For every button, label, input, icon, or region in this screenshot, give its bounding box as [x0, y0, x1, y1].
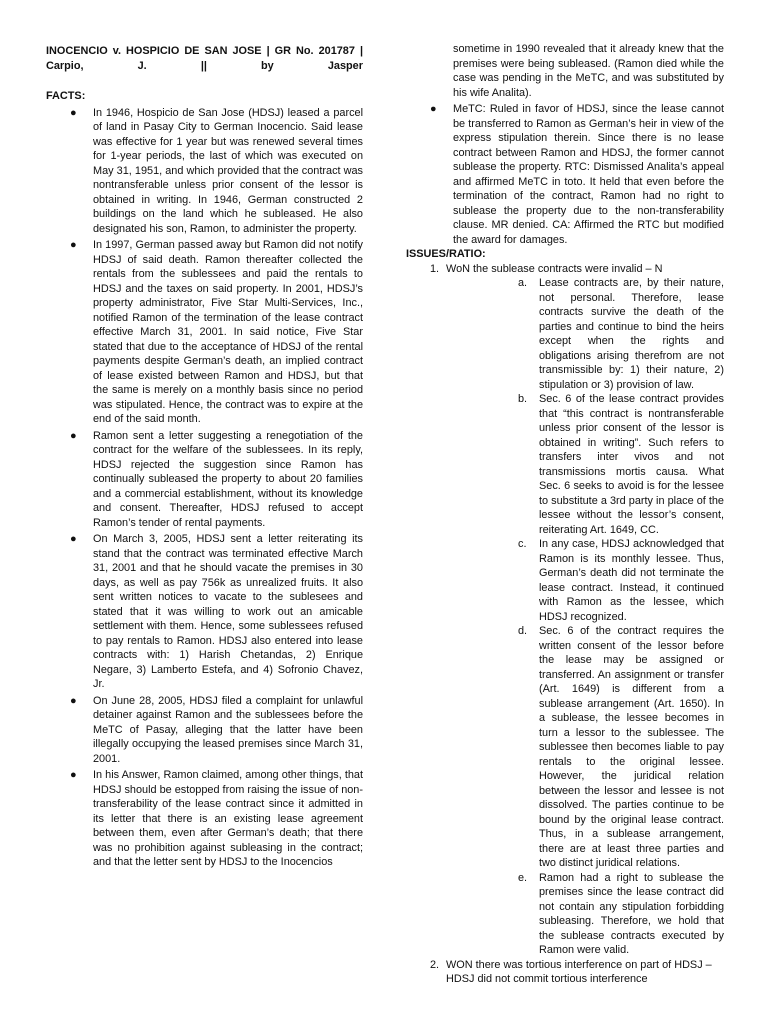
title-initial: J. — [137, 59, 147, 72]
ratio-list — [446, 276, 724, 958]
bullet-icon: ● — [430, 103, 437, 115]
ratio-item — [446, 276, 724, 392]
ratio-text: Lease contracts are, by their nature, not personal. Therefore, lease contracts survive the death of the parties and continue to bind the heirs except when the rights and obligations arising therefrom are not transmissible by: 1) their nature, 2) stipulation or 3) provision of law. — [539, 277, 724, 391]
issue-number: 2. — [430, 958, 440, 971]
fact-text: In his Answer, Ramon claimed, among other things, that HDSJ should be estopped from raising the issue of non-transferability of the lease contract since it admitted in its letter that there is an existing lease agreement between them, even after German’s death; that there was no prohibition against subleasing in the contract; and that the letter sent by HDSJ to the Inocencios — [93, 769, 363, 868]
fact-text: On June 28, 2005, HDSJ filed a complaint for unlawful detainer against Ramon and the sublessees before the MeTC of Pasay, alleging that the latter have been illegally occupying the leased premises since March 31, 2001. — [93, 694, 363, 765]
title-separator: || — [200, 59, 207, 72]
issue-text: WON there was tortious interference on part of HDSJ – HDSJ did not commit tortious interference — [446, 958, 712, 985]
fact-text: On March 3, 2005, HDSJ sent a letter reiterating its stand that the contract was terminated effective March 31, 2001 and that he should vacate the premises in 30 days, as well as pay 756k as unrealized fruits. It also sent written notices to vacate to the sublesees and stated that it was willing to work out an amicable settlement with them. Hence, some sublessees refused to pay rentals to Ramon. HDSJ also entered into lease contracts with: 1) Harish Chetandas, 2) Enrique Negare, 3) Lamberto Estefa, and 4) Sofronio Chavez, Jr. — [93, 533, 363, 690]
ratio-item — [446, 871, 724, 958]
ratio-text: In any case, HDSJ acknowledged that Ramon is its monthly lessee. Thus, German’s death did not terminate the lease contract. Instead, it continued with Ramon as the lessee, which HDSJ recognized. — [539, 538, 724, 623]
case-title-line1: INOCENCIO v. HOSPICIO DE SAN JOSE | GR No. 201787 | — [46, 45, 363, 57]
ratio-letter: b. — [518, 393, 528, 405]
issue-text: WoN the sublease contracts were invalid – N — [446, 262, 663, 275]
ratio-letter: c. — [518, 538, 527, 550]
bullet-icon: ● — [70, 429, 77, 442]
facts-list-continued — [406, 102, 724, 247]
ratio-item — [446, 537, 724, 624]
ratio-letter: d. — [518, 625, 528, 637]
list-item — [46, 106, 363, 237]
bullet-icon: ● — [70, 106, 77, 119]
ratio-text: Ramon had a right to sublease the premises since the lease contract did not contain any stipulation forbidding subleasing. Therefore, we hold that the sublease contracts executed by Ramon were valid. — [539, 871, 724, 956]
list-item — [46, 768, 363, 870]
bullet-icon: ● — [70, 769, 77, 781]
ratio-item — [446, 392, 724, 537]
issue-item — [406, 262, 724, 958]
bullet-icon: ● — [70, 239, 77, 251]
ratio-text: Sec. 6 of the lease contract provides that “this contract is nontransferable unless prior consent of the lessor is obtained in writing”. Such refers to transfers inter vivos and not transmissions mortis causa. What Sec. 6 seeks to avoid is for the lessee to substitute a 3rd party in place of the lessee without the lessor’s consent, reiterating Art. 1649, CC. — [539, 393, 724, 536]
issues-heading: ISSUES/RATIO: — [406, 248, 486, 260]
ratio-letter: a. — [518, 277, 528, 289]
list-item — [46, 238, 363, 427]
ratio-text: Sec. 6 of the contract requires the written consent of the lessor before the lease may be assigned or transferred. An assignment or transfer (Art. 1649) is different from a sublease arrangement (Art. 1650). In a sublease, the lessee becomes in turn a lessor to the sublessee. The sublessee then becomes liable to pay rentals to the original lessee. However, the juridical relation between the lessor and lessee is not dissolved. The parties continue to be bound by the original lease contract. Thus, in a sublease arrangement, there are at least three parties and two distinct juridical relations. — [539, 625, 724, 869]
title-by: by — [261, 59, 274, 72]
list-item — [46, 694, 363, 767]
right-column — [406, 42, 724, 987]
facts-list — [46, 106, 363, 870]
bullet-icon: ● — [70, 533, 77, 545]
fact-text: In 1946, Hospicio de San Jose (HDSJ) leased a parcel of land in Pasay City to German Inocencio. Said lease was effective for 1 year but was renewed several times for 1-year periods, the last of which was executed on May 31, 1951, and which provided that the contract was nontransferable unless prior consent of the lessor is obtained in writing. In 1946, German constructed 2 buildings on the land which he subleased. He also designated his son, Ramon, to administer the property. — [93, 106, 363, 235]
ratio-letter: e. — [518, 871, 528, 884]
fact-text: Ramon sent a letter suggesting a renegotiation of the contract for the welfare of the sublessees. In its reply, HDSJ rejected the suggestion since Ramon has continually subleased the property to about 20 families and a commercial establishment, without its knowledge and consent. Thereafter, HDSJ refused to accept Ramon’s tender of rental payments. — [93, 429, 363, 529]
fact-text: MeTC: Ruled in favor of HDSJ, since the lease cannot be transferred to Ramon as German’s heir in view of the express stipulation therein. Since there is no lease contract between Ramon and HDSJ, the former cannot sublease the property. RTC: Dismissed Analita’s appeal and affirmed MeTC in toto. It held that even before the termination of the contract, Ramon had no right to sublease the property due to the non-transferability clause. MR denied. CA: Affirmed the RTC but modified the award for damages. — [453, 103, 724, 246]
issue-number: 1. — [430, 262, 440, 275]
list-item — [406, 102, 724, 247]
facts-heading: FACTS: — [46, 90, 86, 102]
fact-text: In 1997, German passed away but Ramon did not notify HDSJ of said death. Ramon thereafter collected the rentals from the sublessees and paid the rentals to HDSJ and the taxes on said property. In 2001, HDSJ’s property administrator, Five Star Multi-Services, Inc., notified Ramon of the termination of the lease contract effective March 31, 2001. In said notice, Five Star stated that due to the acceptance of HDSJ of the rental payments despite German’s death, an implied contract of lease existed between Ramon and HDSJ, but that the same is merely on a monthly basis since no period was stipulated. Hence, the contract was to expire at the end of the said month. — [93, 239, 363, 425]
ratio-item — [446, 624, 724, 871]
title-digester: Jasper — [327, 59, 363, 72]
left-column — [46, 40, 363, 872]
issue-item — [406, 958, 724, 987]
title-author: Carpio, — [46, 59, 84, 72]
case-title-line2 — [46, 59, 363, 74]
list-item — [46, 429, 363, 531]
fact-continuation: sometime in 1990 revealed that it already knew that the premises were being subleased. (Ramon died while the case was pending in the MeTC, and was substituted by his wife Analita). — [453, 43, 724, 99]
list-item — [46, 532, 363, 692]
bullet-icon: ● — [70, 694, 77, 707]
issues-list — [406, 262, 724, 987]
